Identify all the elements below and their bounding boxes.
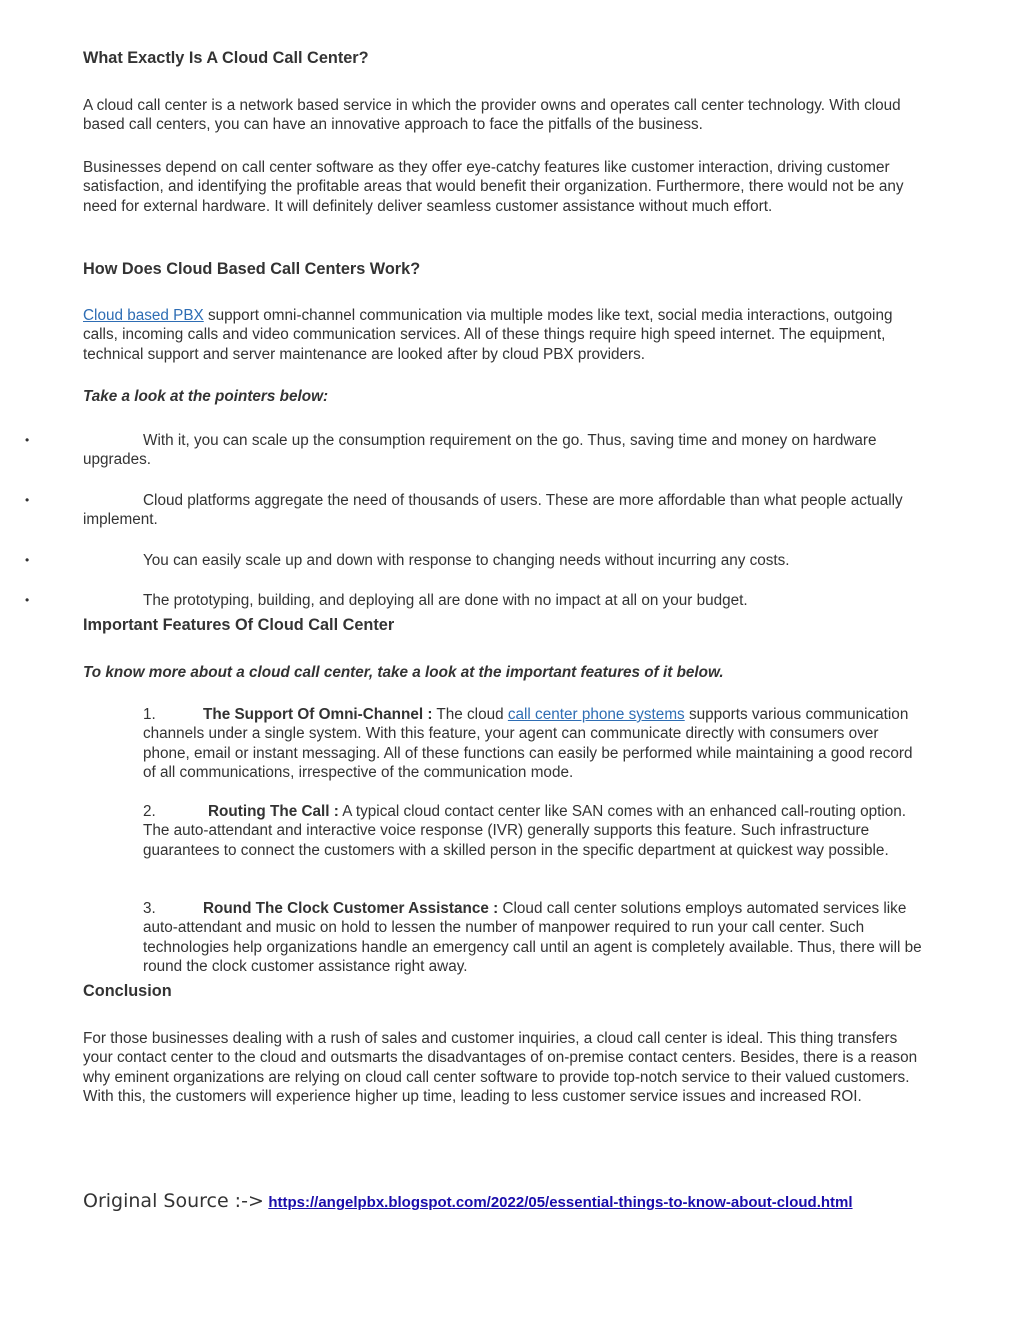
list-item-text: You can easily scale up and down with response to changing needs without incurring any costs. <box>143 552 790 569</box>
feature-item-routing <box>143 802 928 860</box>
feature-title: The Support Of Omni-Channel : <box>203 706 433 723</box>
feature-text: A typical cloud contact center like SAN comes with an enhanced call-routing option. The auto-attendant and interactive voice response (IVR) generally supports this feature. Such infrastructure guarantees to connect the customers with a skilled person in the specific department at quickest way possible. <box>143 803 907 859</box>
feature-item-round-the-clock <box>143 899 928 976</box>
feature-item-omni-channel <box>143 705 928 782</box>
list-item-text: With it, you can scale up the consumption requirement on the go. Thus, saving time and money on hardware upgrades. <box>83 432 877 469</box>
bullet-marker: • <box>25 433 30 447</box>
bullet-marker: • <box>25 493 30 507</box>
cloud-pbx-link[interactable]: Cloud based PBX <box>83 307 204 324</box>
list-item-text: The prototyping, building, and deploying all are done with no impact at all on your budget. <box>143 592 748 609</box>
features-intro: To know more about a cloud call center, take a look at the important features of it below. <box>83 664 724 681</box>
bullet-marker: • <box>25 553 30 567</box>
pointers-intro: Take a look at the pointers below: <box>83 388 329 405</box>
feature-text: The cloud <box>432 706 508 723</box>
source-link[interactable]: https://angelpbx.blogspot.com/2022/05/essential-things-to-know-about-cloud.html <box>268 1194 853 1211</box>
heading-what-is: What Exactly Is A Cloud Call Center? <box>83 49 369 67</box>
heading-features: Important Features Of Cloud Call Center <box>83 616 395 634</box>
list-item-text: Cloud platforms aggregate the need of thousands of users. These are more affordable than what people actually implement. <box>83 492 903 529</box>
feature-title: Round The Clock Customer Assistance : <box>203 900 499 917</box>
list-item <box>25 491 928 530</box>
heading-conclusion: Conclusion <box>83 982 172 1000</box>
feature-number: 2. <box>143 803 156 820</box>
list-item <box>25 431 928 470</box>
paragraph-businesses: Businesses depend on call center software as they offer eye-catchy features like customer interaction, driving customer satisfaction, and identifying the profitable areas that would benefit their organization. Furthermore, there would not be any need for external hardware. It will definitely deliver seamless customer assistance without much effort. <box>83 159 904 215</box>
paragraph-conclusion: For those businesses dealing with a rush of sales and customer inquiries, a cloud call center is ideal. This thing transfers your contact center to the cloud and outsmarts the disadvantages of on-premise contact centers. Besides, there is a reason why eminent organizations are relying on cloud call center software to provide top-notch service to their valued customers. With this, the customers will experience higher up time, leading to less customer service issues and increased ROI. <box>83 1030 918 1105</box>
feature-title: Routing The Call : <box>208 803 339 820</box>
bullet-marker: • <box>25 593 30 607</box>
paragraph-cloud-pbx-text: support omni-channel communication via multiple modes like text, social media interactions, outgoing calls, incoming calls and video communication services. All of these things require high speed internet. The equipment, technical support and server maintenance are looked after by cloud PBX providers. <box>83 307 893 363</box>
feature-text: Cloud call center solutions employs automated services like auto-attendant and music on hold to lessen the number of manpower required to run your call center. Such technologies help organizations handle an emergency call until an agent is completely available. Thus, there will be round the clock customer assistance right away. <box>143 900 922 975</box>
list-item <box>25 551 928 570</box>
list-item <box>25 591 928 610</box>
feature-number: 3. <box>143 900 156 917</box>
original-source <box>83 1190 853 1212</box>
paragraph-intro: A cloud call center is a network based service in which the provider owns and operates call center technology. With cloud based call centers, you can have an innovative approach to face the pitfalls of the business. <box>83 97 901 134</box>
feature-number: 1. <box>143 706 156 723</box>
call-center-phone-systems-link[interactable]: call center phone systems <box>507 706 685 723</box>
source-label: Original Source :-> <box>83 1190 264 1212</box>
feature-text: supports various communication channels under a single system. With this feature, your agent can communicate directly with consumers over phone, email or instant messaging. All of these functions can easily be performed while maintaining a good record of all communications, irrespective of the communication mode. <box>143 706 913 781</box>
paragraph-cloud-pbx <box>83 306 928 364</box>
heading-how-works: How Does Cloud Based Call Centers Work? <box>83 260 421 278</box>
